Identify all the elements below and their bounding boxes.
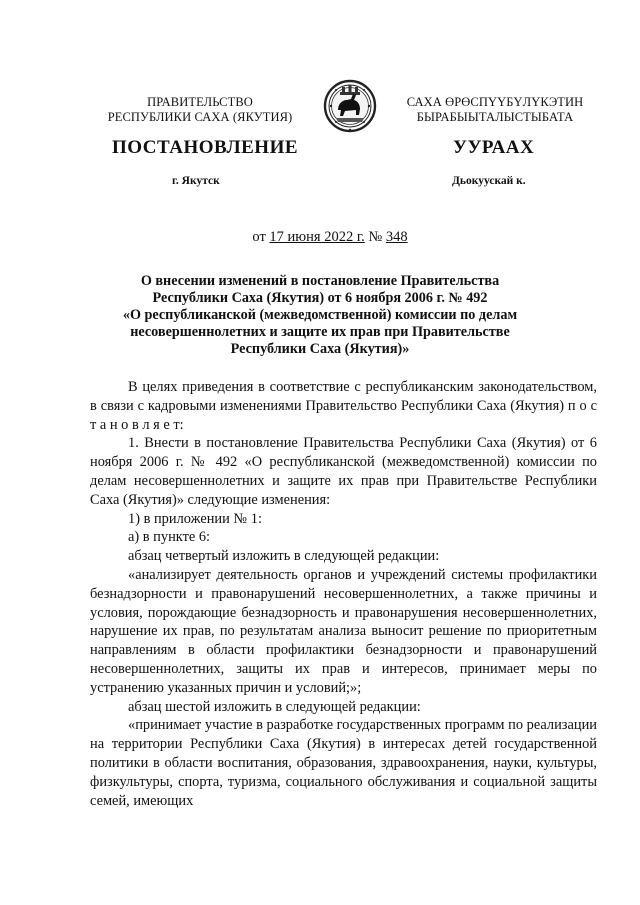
- document-body: [90, 378, 597, 810]
- paragraph-quote: «анализирует деятельность органов и учреждений системы профилактики безнадзорности и правонарушений несовершеннолетних, а также причины и условия, порождающие безнадзорность и правонарушения несовершеннолетних, нарушение их прав, по результатам анализа выносит решение по приоритетным направлениям в области профилактики безнадзорности и правонарушений несовершеннолетних, защиты их прав и интересов, принимает меры по устранению указанных причин и условий;»;: [90, 566, 597, 696]
- title-line: несовершеннолетних и защите их прав при Правительстве: [130, 324, 510, 340]
- paragraph-quote: «принимает участие в разработке государственных программ по реализации на территории Республики Саха (Якутия) в интересах детей государственной политики в области воспитания, образования, здравоохранения, науки, культуры, физкультуры, спорта, туризма, социального обслуживания и социальной защиты семей, имеющих: [90, 717, 597, 809]
- issuer-left-line1: ПРАВИТЕЛЬСТВО: [147, 95, 253, 109]
- issuer-right: [386, 95, 604, 125]
- paragraph-instruction: абзац четвертый изложить в следующей редакции:: [128, 548, 440, 565]
- document-title: [90, 273, 550, 358]
- date-prefix: от: [252, 229, 270, 245]
- number-sign: №: [364, 229, 386, 245]
- coat-of-arms-emblem: [323, 78, 377, 136]
- document-number: 348: [385, 229, 408, 245]
- paragraph-subitem: 1) в приложении № 1:: [128, 510, 262, 527]
- title-line: Республики Саха (Якутия)»: [230, 341, 410, 357]
- issuer-left: [94, 95, 306, 125]
- city-yakut: Дьокуускай к.: [452, 175, 526, 187]
- title-line: О внесении изменений в постановление Правительства: [140, 273, 500, 289]
- paragraph-subitem: а) в пункте 6:: [128, 529, 211, 546]
- issuer-right-line2: БЫРАБЫЫТАЛЫСТЫБАТА: [416, 110, 574, 124]
- document-date: 17 июня 2022 г.: [269, 229, 365, 245]
- paragraph-preamble: В целях приведения в соответствие с республиканским законодательством, в связи с кадровыми изменениями Правительство Республики Саха (Якутия) п о с т а н о в л я е т:: [90, 379, 597, 433]
- title-line: Республики Саха (Якутия) от 6 ноября 2006 г. № 492: [152, 290, 488, 306]
- paragraph-item-1: 1. Внести в постановление Правительства Республики Саха (Якутия) от 6 ноября 2006 г. № 492 «О республиканской (межведомственной) комиссии по делам несовершеннолетних и защите их прав при Правительстве Республики Саха (Якутия)» следующие изменения:: [90, 435, 597, 508]
- date-number-line: [0, 229, 640, 246]
- issuer-right-line1: САХА ӨРӨСПҮҮБҮЛҮКЭТИН: [406, 95, 584, 109]
- paragraph-instruction: абзац шестой изложить в следующей редакции:: [128, 698, 421, 715]
- issuer-left-line2: РЕСПУБЛИКИ САХА (ЯКУТИЯ): [107, 110, 293, 124]
- doc-type-russian: ПОСТАНОВЛЕНИЕ: [112, 137, 299, 158]
- doc-type-yakut: УУРААХ: [453, 137, 535, 158]
- title-line: «О республиканской (межведомственной) комиссии по делам: [122, 307, 518, 323]
- city-russian: г. Якутск: [172, 175, 220, 187]
